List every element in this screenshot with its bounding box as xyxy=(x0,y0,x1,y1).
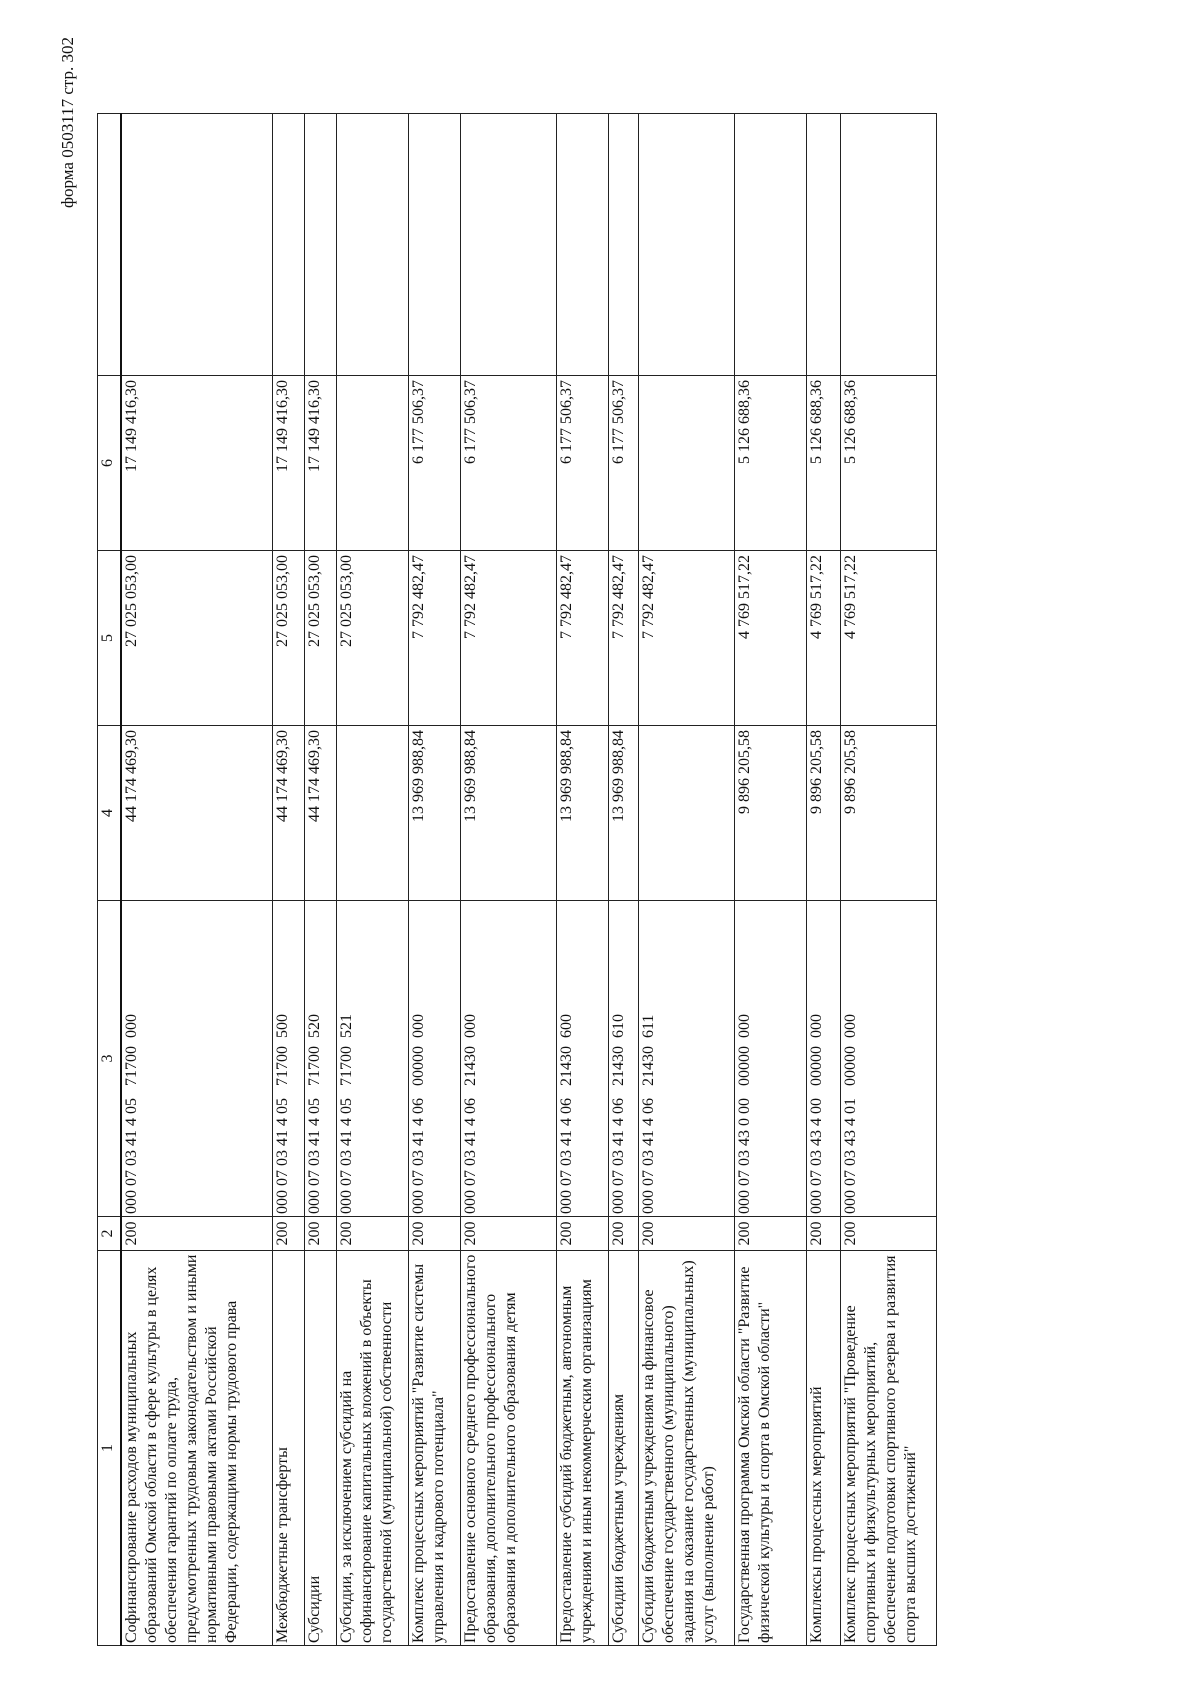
row-approved: 44 174 469,30 xyxy=(272,726,304,901)
row-executed: 4 769 517,22 xyxy=(840,551,936,726)
table-row xyxy=(460,114,556,1646)
row-executed: 27 025 053,00 xyxy=(304,551,336,726)
row-unexecuted: 17 149 416,30 xyxy=(304,376,336,551)
row-unexecuted: 5 126 688,36 xyxy=(734,376,806,551)
row-approved: 44 174 469,30 xyxy=(304,726,336,901)
row-classification-code: 000 07 03 41 4 05 71700 000 xyxy=(121,901,272,1217)
table-row xyxy=(556,114,608,1646)
row-blank-cell xyxy=(272,114,304,376)
row-executed: 7 792 482,47 xyxy=(608,551,638,726)
row-unexecuted: 5 126 688,36 xyxy=(840,376,936,551)
row-blank-cell xyxy=(336,114,408,376)
row-classification-code: 000 07 03 41 4 06 00000 000 xyxy=(408,901,460,1217)
row-approved xyxy=(336,726,408,901)
row-line-code: 200 xyxy=(806,1217,840,1251)
row-blank-cell xyxy=(638,114,734,376)
row-classification-code: 000 07 03 43 0 00 00000 000 xyxy=(734,901,806,1217)
table-row xyxy=(408,114,460,1646)
column-header: 4 xyxy=(98,726,122,901)
row-unexecuted xyxy=(336,376,408,551)
row-blank-cell xyxy=(556,114,608,376)
table-row xyxy=(734,114,806,1646)
row-name: Предоставление субсидий бюджетным, автономным учреждениям и иным некоммерческим организациям xyxy=(556,1251,608,1646)
row-executed: 7 792 482,47 xyxy=(460,551,556,726)
row-classification-code: 000 07 03 41 4 05 71700 500 xyxy=(272,901,304,1217)
form-page-label: форма 0503117 стр. 302 xyxy=(58,37,77,208)
row-blank-cell xyxy=(304,114,336,376)
row-approved: 13 969 988,84 xyxy=(460,726,556,901)
row-unexecuted: 6 177 506,37 xyxy=(556,376,608,551)
row-name: Предоставление основного среднего профессионального образования, дополнительного профессионального образования и дополнительного образования детям xyxy=(460,1251,556,1646)
row-name: Комплекс процессных мероприятий "Развитие системы управления и кадрового потенциала" xyxy=(408,1251,460,1646)
table-row xyxy=(121,114,272,1646)
row-classification-code: 000 07 03 43 4 00 00000 000 xyxy=(806,901,840,1217)
row-approved: 13 969 988,84 xyxy=(608,726,638,901)
table-row xyxy=(336,114,408,1646)
table-row xyxy=(272,114,304,1646)
row-blank-cell xyxy=(608,114,638,376)
row-name: Субсидии xyxy=(304,1251,336,1646)
table-row xyxy=(840,114,936,1646)
row-line-code: 200 xyxy=(556,1217,608,1251)
row-blank-cell xyxy=(806,114,840,376)
row-name: Субсидии, за исключением субсидий на софинансирование капитальных вложений в объекты государственной (муниципальной) собственности xyxy=(336,1251,408,1646)
row-line-code: 200 xyxy=(460,1217,556,1251)
row-classification-code: 000 07 03 41 4 06 21430 600 xyxy=(556,901,608,1217)
blank-column-header xyxy=(98,114,122,376)
row-blank-cell xyxy=(408,114,460,376)
row-unexecuted: 6 177 506,37 xyxy=(460,376,556,551)
row-executed: 7 792 482,47 xyxy=(638,551,734,726)
row-line-code: 200 xyxy=(840,1217,936,1251)
column-header: 6 xyxy=(98,376,122,551)
row-executed: 7 792 482,47 xyxy=(556,551,608,726)
row-blank-cell xyxy=(734,114,806,376)
row-name: Комплексы процессных мероприятий xyxy=(806,1251,840,1646)
row-classification-code: 000 07 03 41 4 06 21430 611 xyxy=(638,901,734,1217)
row-classification-code: 000 07 03 41 4 05 71700 520 xyxy=(304,901,336,1217)
row-unexecuted: 17 149 416,30 xyxy=(121,376,272,551)
row-name: Комплекс процессных мероприятий "Проведение спортивных и физкультурных мероприятий, обеспечение подготовки спортивного резерва и развития спорта высших достижений" xyxy=(840,1251,936,1646)
header-row xyxy=(98,114,122,1646)
column-header: 3 xyxy=(98,901,122,1217)
row-executed: 27 025 053,00 xyxy=(336,551,408,726)
row-name: Государственная программа Омской области "Развитие физической культуры и спорта в Омской области" xyxy=(734,1251,806,1646)
row-line-code: 200 xyxy=(272,1217,304,1251)
row-executed: 4 769 517,22 xyxy=(734,551,806,726)
row-classification-code: 000 07 03 41 4 06 21430 000 xyxy=(460,901,556,1217)
table-row xyxy=(806,114,840,1646)
row-blank-cell xyxy=(840,114,936,376)
row-line-code: 200 xyxy=(121,1217,272,1251)
row-line-code: 200 xyxy=(734,1217,806,1251)
row-blank-cell xyxy=(460,114,556,376)
table-row xyxy=(638,114,734,1646)
table-row xyxy=(608,114,638,1646)
row-approved: 13 969 988,84 xyxy=(556,726,608,901)
row-approved: 9 896 205,58 xyxy=(806,726,840,901)
table-row xyxy=(304,114,336,1646)
row-name: Субсидии бюджетным учреждениям на финансовое обеспечение государственного (муниципального) задания на оказание государственных (муниципальных) услуг (выполнение работ) xyxy=(638,1251,734,1646)
row-executed: 7 792 482,47 xyxy=(408,551,460,726)
row-approved: 13 969 988,84 xyxy=(408,726,460,901)
row-unexecuted: 6 177 506,37 xyxy=(608,376,638,551)
row-name: Межбюджетные трансферты xyxy=(272,1251,304,1646)
row-line-code: 200 xyxy=(608,1217,638,1251)
row-executed: 4 769 517,22 xyxy=(806,551,840,726)
row-name: Субсидии бюджетным учреждениям xyxy=(608,1251,638,1646)
row-classification-code: 000 07 03 41 4 06 21430 610 xyxy=(608,901,638,1217)
row-classification-code: 000 07 03 41 4 05 71700 521 xyxy=(336,901,408,1217)
row-unexecuted: 5 126 688,36 xyxy=(806,376,840,551)
row-unexecuted xyxy=(638,376,734,551)
row-line-code: 200 xyxy=(638,1217,734,1251)
row-name: Софинансирование расходов муниципальных образований Омской области в сфере культуры в целях обеспечения гарантий по оплате труда, предусмотренных трудовым законодательством и иными нормативными правовыми актами Российской Федерации, содержащими нормы трудового права xyxy=(121,1251,272,1646)
row-line-code: 200 xyxy=(408,1217,460,1251)
row-approved xyxy=(638,726,734,901)
row-approved: 9 896 205,58 xyxy=(734,726,806,901)
row-unexecuted: 17 149 416,30 xyxy=(272,376,304,551)
expenditure-table xyxy=(97,113,937,1646)
row-line-code: 200 xyxy=(304,1217,336,1251)
row-unexecuted: 6 177 506,37 xyxy=(408,376,460,551)
row-approved: 44 174 469,30 xyxy=(121,726,272,901)
row-line-code: 200 xyxy=(336,1217,408,1251)
column-header: 5 xyxy=(98,551,122,726)
column-header: 1 xyxy=(98,1251,122,1646)
row-approved: 9 896 205,58 xyxy=(840,726,936,901)
row-classification-code: 000 07 03 43 4 01 00000 000 xyxy=(840,901,936,1217)
column-header: 2 xyxy=(98,1217,122,1251)
row-executed: 27 025 053,00 xyxy=(272,551,304,726)
row-executed: 27 025 053,00 xyxy=(121,551,272,726)
row-blank-cell xyxy=(121,114,272,376)
